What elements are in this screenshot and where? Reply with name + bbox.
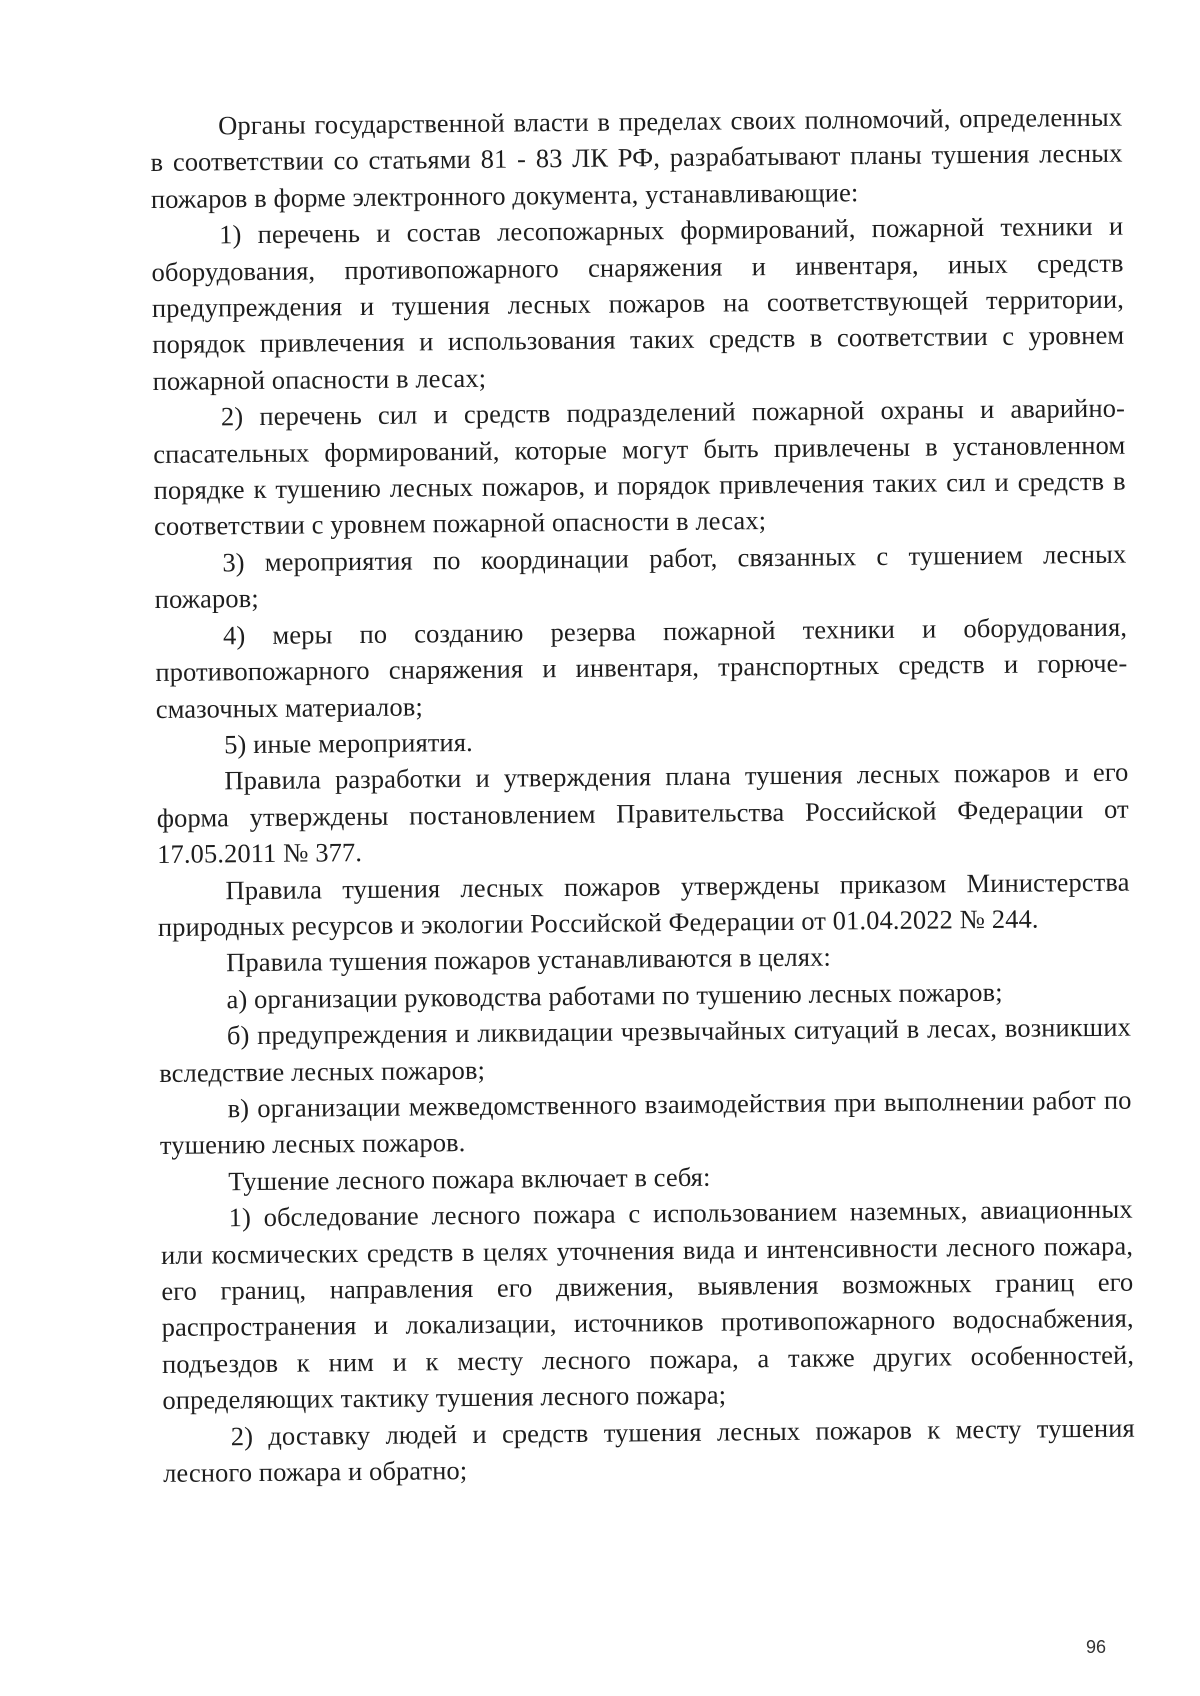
paragraph: 1) перечень и состав лесопожарных формирований, пожарной техники и оборудования, противопожарного снаряжения и инвентаря, иных средств предупреждения и тушения лесных пожаров на соответствующей территории, порядок привлечения и использования таких средств в соответствии с уровнем пожарной опасности в лесах;: [151, 210, 1125, 396]
document-body: [150, 99, 1135, 1492]
paragraph: 3) мероприятия по координации работ, связанных с тушением лесных пожаров;: [154, 538, 1127, 615]
page-number: 96: [1086, 1637, 1107, 1657]
paragraph: Правила разработки и утверждения плана тушения лесных пожаров и его форма утверждены постановлением Правительства Российской Федерации от 17.05.2011 № 377.: [156, 756, 1129, 870]
paragraph: Правила тушения пожаров устанавливаются в целях:: [226, 941, 832, 978]
paragraph: Правила тушения лесных пожаров утверждены приказом Министерства природных ресурсов и экологии Российской Федерации от 01.04.2022 № 244.: [157, 866, 1130, 942]
paragraph: 4) меры по созданию резерва пожарной техники и оборудования, противопожарного снаряжения и инвентаря, транспортных средств и горюче-смазочных материалов;: [155, 611, 1128, 724]
paragraph: 1) обследование лесного пожара с использованием наземных, авиационных или космических средств в целях уточнения вида и интенсивности лесного пожара, его границ, направления его движения, выявления возможных границ его распространения и локализации, источников противопожарного водоснабжения, подъездов к ним и к месту лесного пожара, а также других особенностей, определяющих тактику тушения лесного пожара;: [160, 1193, 1135, 1416]
paragraph: Тушение лесного пожара включает в себя:: [228, 1161, 711, 1197]
paragraph: в) организации межведомственного взаимодействия при выполнении работ по тушению лесных пожаров.: [159, 1084, 1132, 1161]
paragraph: Органы государственной власти в пределах своих полномочий, определенных в соответствии со статьями 81 - 83 ЛК РФ, разрабатывают планы тушения лесных пожаров в форме электронного документа, устанавливающие:: [150, 101, 1123, 214]
paragraph: 5) иные мероприятия.: [223, 726, 473, 760]
paragraph: 2) доставку людей и средств тушения лесных пожаров к месту тушения лесного пожара и обратно;: [162, 1412, 1135, 1488]
paragraph: а) организации руководства работами по тушению лесных пожаров;: [226, 976, 1003, 1015]
paragraph: б) предупреждения и ликвидации чрезвычайных ситуаций в лесах, возникших вследствие лесных пожаров;: [159, 1011, 1132, 1088]
paragraph: 2) перечень сил и средств подразделений пожарной охраны и аварийно-спасательных формирований, которые могут быть привлечены в установленном порядке к тушению лесных пожаров, и порядок привлечения таких сил и средств в соответствии с уровнем пожарной опасности в лесах;: [153, 392, 1126, 542]
